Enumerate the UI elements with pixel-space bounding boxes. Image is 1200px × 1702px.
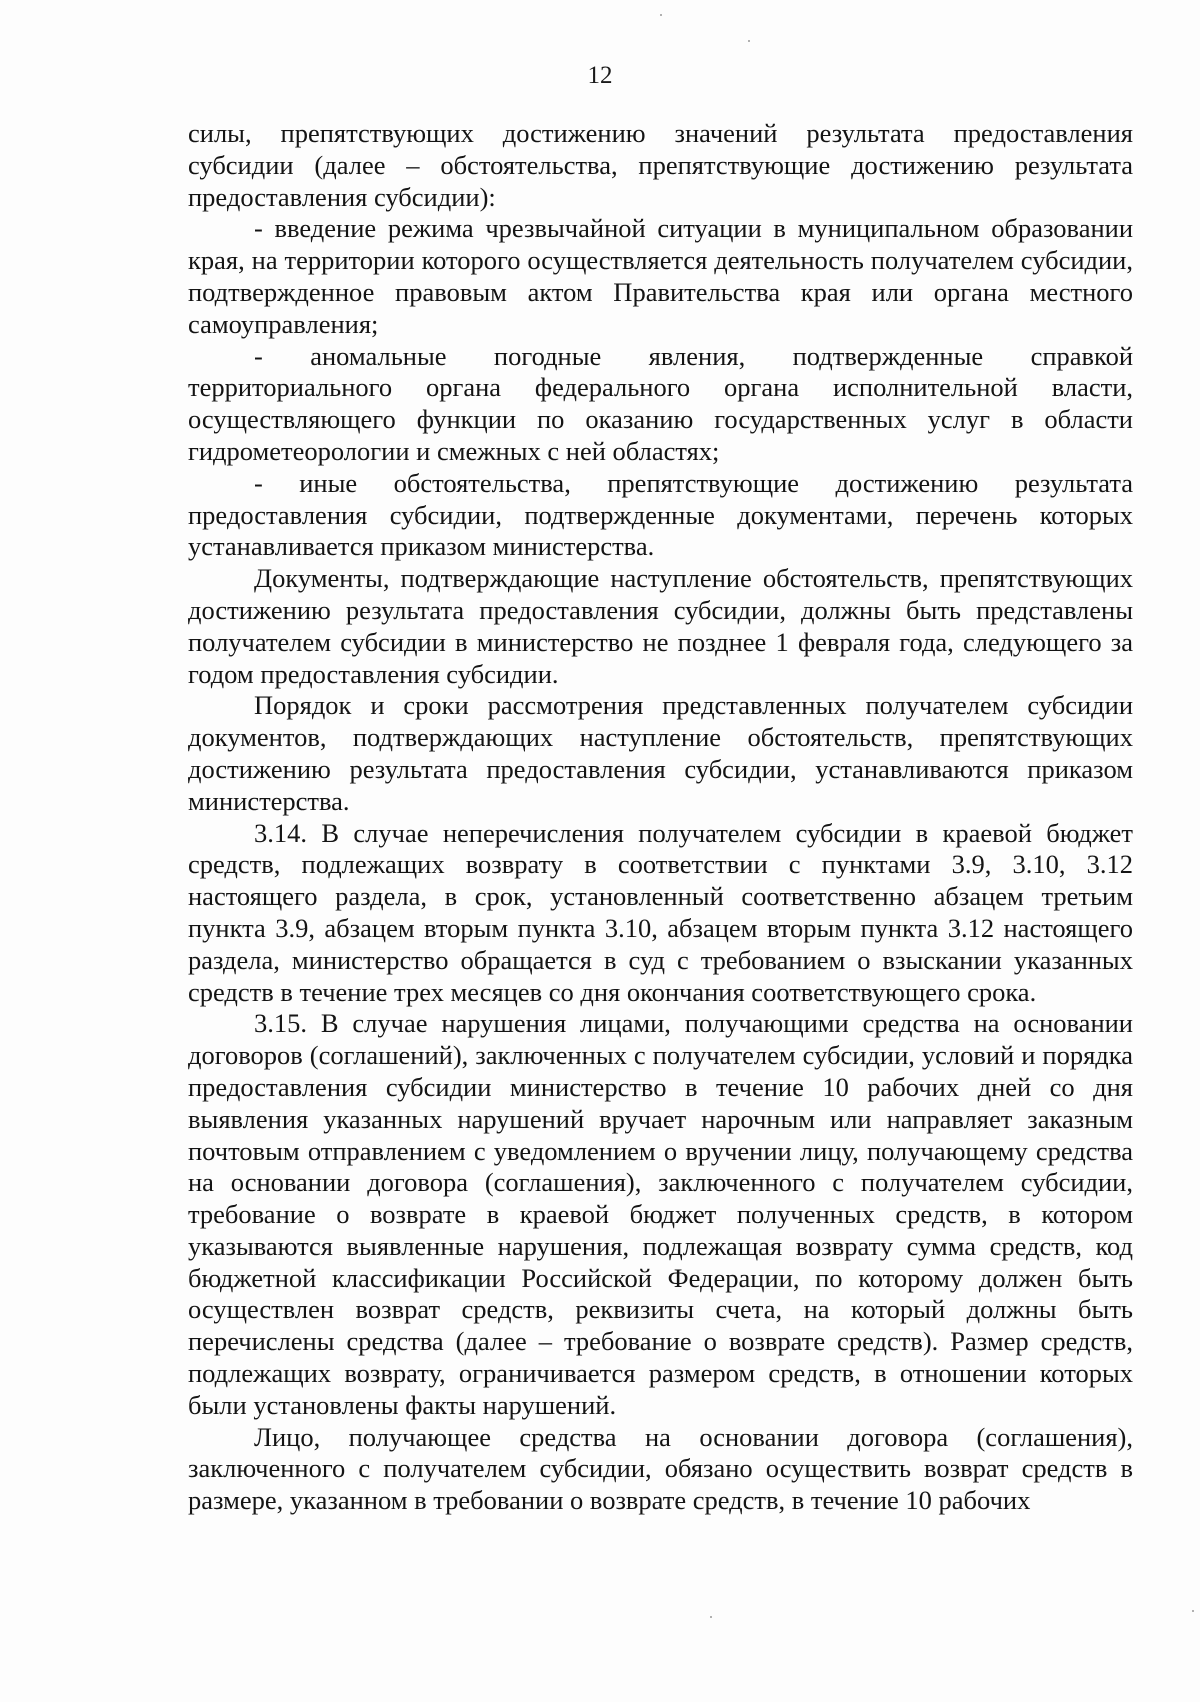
scan-speck: [1192, 1610, 1194, 1612]
paragraph-7: 3.14. В случае неперечисления получателем субсидии в краевой бюджет средств, подлежащих возврату в соответствии с пунктами 3.9, 3.10, 3.12 настоящего раздела, в срок, установленный соответственно абзацем третьим пункта 3.9, абзацем вторым пункта 3.10, абзацем вторым пункта 3.12 настоящего раздела, министерство обращается в суд с требованием о взыскании указанных средств в течение трех месяцев со дня окончания соответствующего срока.: [188, 817, 1133, 1007]
paragraph-9: Лицо, получающее средства на основании договора (соглашения), заключенного с получателем субсидии, обязано осуществить возврат средств в размере, указанном в требовании о возврате средств, в течение 10 рабочих: [188, 1421, 1133, 1516]
paragraph-6: Порядок и сроки рассмотрения представленных получателем субсидии документов, подтверждающих наступление обстоятельств, препятствующих достижению результата предоставления субсидии, устанавливаются приказом министерства.: [188, 690, 1133, 816]
scan-speck: [660, 14, 662, 16]
scan-speck: [710, 1616, 712, 1618]
scan-speck: [748, 40, 750, 42]
document-body: [188, 118, 1133, 1517]
paragraph-3: - аномальные погодные явления, подтвержденные справкой территориального органа федерального органа исполнительной власти, осуществляющего функции по оказанию государственных услуг в области гидрометеорологии и смежных с ней областях;: [188, 340, 1133, 466]
paragraph-4: - иные обстоятельства, препятствующие достижению результата предоставления субсидии, подтвержденные документами, перечень которых устанавливается приказом министерства.: [188, 467, 1133, 562]
paragraph-5: Документы, подтверждающие наступление обстоятельств, препятствующих достижению результата предоставления субсидии, должны быть представлены получателем субсидии в министерство не позднее 1 февраля года, следующего за годом предоставления субсидии.: [188, 563, 1133, 689]
paragraph-8: 3.15. В случае нарушения лицами, получающими средства на основании договоров (соглашений), заключенных с получателем субсидии, условий и порядка предоставления субсидии министерство в течение 10 рабочих дней со дня выявления указанных нарушений вручает нарочным или направляет заказным почтовым отправлением с уведомлением о вручении лицу, получающему средства на основании договора (соглашения), заключенного с получателем субсидии, требование о возврате в краевой бюджет полученных средств, в котором указываются выявленные нарушения, подлежащая возврату сумма средств, код бюджетной классификации Российской Федерации, по которому должен быть осуществлен возврат средств, реквизиты счета, на который должны быть перечислены средства (далее – требование о возврате средств). Размер средств, подлежащих возврату, ограничивается размером средств, в отношении которых были установлены факты нарушений.: [188, 1008, 1133, 1420]
paragraph-2: - введение режима чрезвычайной ситуации в муниципальном образовании края, на территории которого осуществляется деятельность получателем субсидии, подтвержденное правовым актом Правительства края или органа местного самоуправления;: [188, 213, 1133, 339]
page-number: 12: [587, 62, 613, 89]
paragraph-1: силы, препятствующих достижению значений результата предоставления субсидии (далее – обстоятельства, препятствующие достижению результата предоставления субсидии):: [188, 118, 1133, 212]
